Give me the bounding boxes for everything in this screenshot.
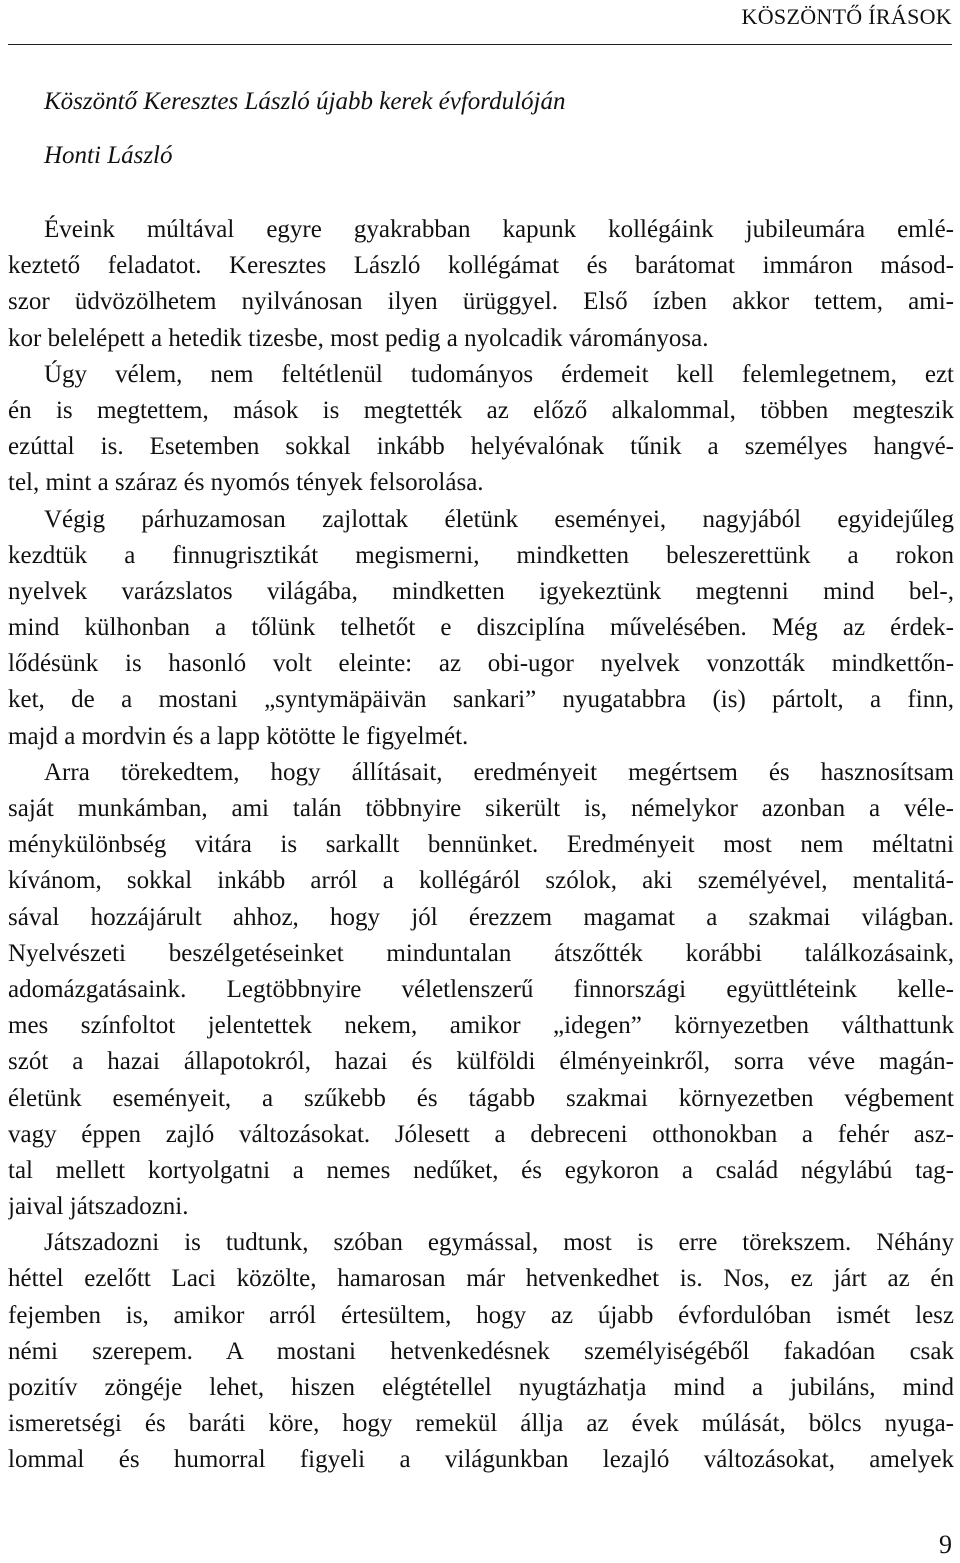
text-line: Végig párhuzamosan zajlottak életünk eseményei, nagyjából egyidejűleg (44, 505, 954, 533)
text-line: kezdtük a finnugrisztikát megismerni, mindketten beleszerettünk a rokon (8, 541, 954, 569)
text-line: Nyelvészeti beszélgetéseinket minduntalan átszőtték korábbi találkozásaink, (8, 939, 954, 967)
text-line: keztető feladatot. Keresztes László kollégámat és barátomat immáron másod- (8, 252, 954, 280)
paragraph-3 (8, 502, 954, 755)
text-line: Úgy vélem, nem feltétlenül tudományos érdemeit kell felemlegetnem, ezt (44, 360, 954, 388)
paragraph-1 (8, 212, 954, 357)
text-line: saját munkámban, ami talán többnyire sikerült is, némelykor azonban a véle- (8, 795, 954, 822)
text-line: majd a mordvin és a lapp kötötte le figyelmét. (8, 722, 469, 750)
text-line: fejemben is, amikor arról értesültem, hogy az újabb évfordulóban ismét lesz (8, 1301, 954, 1329)
text-line: Játszadozni is tudtunk, szóban egymással, most is erre törekszem. Néhány (44, 1229, 954, 1257)
text-line: jaival játszadozni. (8, 1193, 189, 1221)
text-line: lommal és humorral figyeli a világunkban lezajló változásokat, amelyek (8, 1446, 954, 1474)
text-line: sával hozzájárult ahhoz, hogy jól érezzem magamat a szakmai világban. (8, 903, 954, 931)
text-line: Arra törekedtem, hogy állításait, eredményeit megértsem és hasznosítsam (44, 758, 954, 786)
text-line: nyelvek varázslatos világába, mindketten igyekeztünk megtenni mind bel-, (8, 577, 954, 605)
paragraph-2 (8, 357, 954, 502)
text-line: ezúttal is. Esetemben sokkal inkább helyévalónak tűnik a személyes hangvé- (8, 433, 954, 461)
paragraph-4 (8, 755, 954, 1225)
article-body (8, 212, 954, 1479)
text-line: mes színfoltot jelentettek nekem, amikor „idegen” környezetben válthattunk (8, 1012, 954, 1040)
text-line: némi szerepem. A mostani hetvenkedésnek személyiségéből fakadóan csak (8, 1337, 954, 1365)
text-line: adomázgatásaink. Legtöbbnyire véletlenszerű finnországi együttléteink kelle- (8, 975, 954, 1003)
text-line: pozitív zöngéje lehet, hiszen elégtétellel nyugtázhatja mind a jubiláns, mind (8, 1374, 954, 1401)
running-header: KÖSZÖNTŐ ÍRÁSOK (741, 4, 952, 29)
text-line: mind külhonban a tőlünk telhetőt e diszciplína művelésében. Még az érdek- (8, 614, 954, 642)
text-line: ismeretségi és baráti köre, hogy remekül állja az évek múlását, bölcs nyuga- (8, 1410, 954, 1438)
text-line: kívánom, sokkal inkább arról a kollégáról szólok, aki személyével, mentalitá- (8, 867, 954, 895)
page-number: 9 (939, 1530, 952, 1559)
text-line: tal mellett kortyolgatni a nemes nedűket, és egykoron a család négylábú tag- (8, 1156, 954, 1184)
text-line: életünk eseményeit, a szűkebb és tágabb szakmai környezetben végbement (8, 1084, 954, 1112)
text-line: én is megtettem, mások is megtették az előző alkalommal, többen megteszik (8, 396, 954, 424)
text-line: lődésünk is hasonló volt eleinte: az obi-ugor nyelvek vonzották mindkettőn- (8, 650, 954, 678)
text-line: szót a hazai állapotokról, hazai és külföldi élményeinkről, sorra véve magán- (8, 1048, 954, 1076)
text-line: ket, de a mostani „syntymäpäivän sankari” nyugatabbra (is) pártolt, a finn, (8, 686, 954, 714)
article-author: Honti László (44, 142, 173, 169)
text-line: Éveink múltával egyre gyakrabban kapunk kollégáink jubileumára emlé- (44, 216, 954, 243)
text-line: héttel ezelőtt Laci közölte, hamarosan már hetvenkedhet is. Nos, ez járt az én (8, 1265, 954, 1293)
header-rule (8, 44, 952, 45)
text-line: szor üdvözölhetem nyilvánosan ilyen ürüggyel. Első ízben akkor tettem, ami- (8, 288, 954, 316)
paragraph-5 (8, 1225, 954, 1478)
text-line: vagy éppen zajló változásokat. Jólesett a debreceni otthonokban a fehér asz- (8, 1120, 954, 1148)
text-line: ménykülönbség vitára is sarkallt bennünket. Eredményeit most nem méltatni (8, 831, 954, 859)
text-line: kor belelépett a hetedik tizesbe, most pedig a nyolcadik várományosa. (8, 324, 709, 352)
text-line: tel, mint a száraz és nyomós tények felsorolása. (8, 469, 484, 497)
article-title: Köszöntő Keresztes László újabb kerek évfordulóján (44, 88, 566, 115)
